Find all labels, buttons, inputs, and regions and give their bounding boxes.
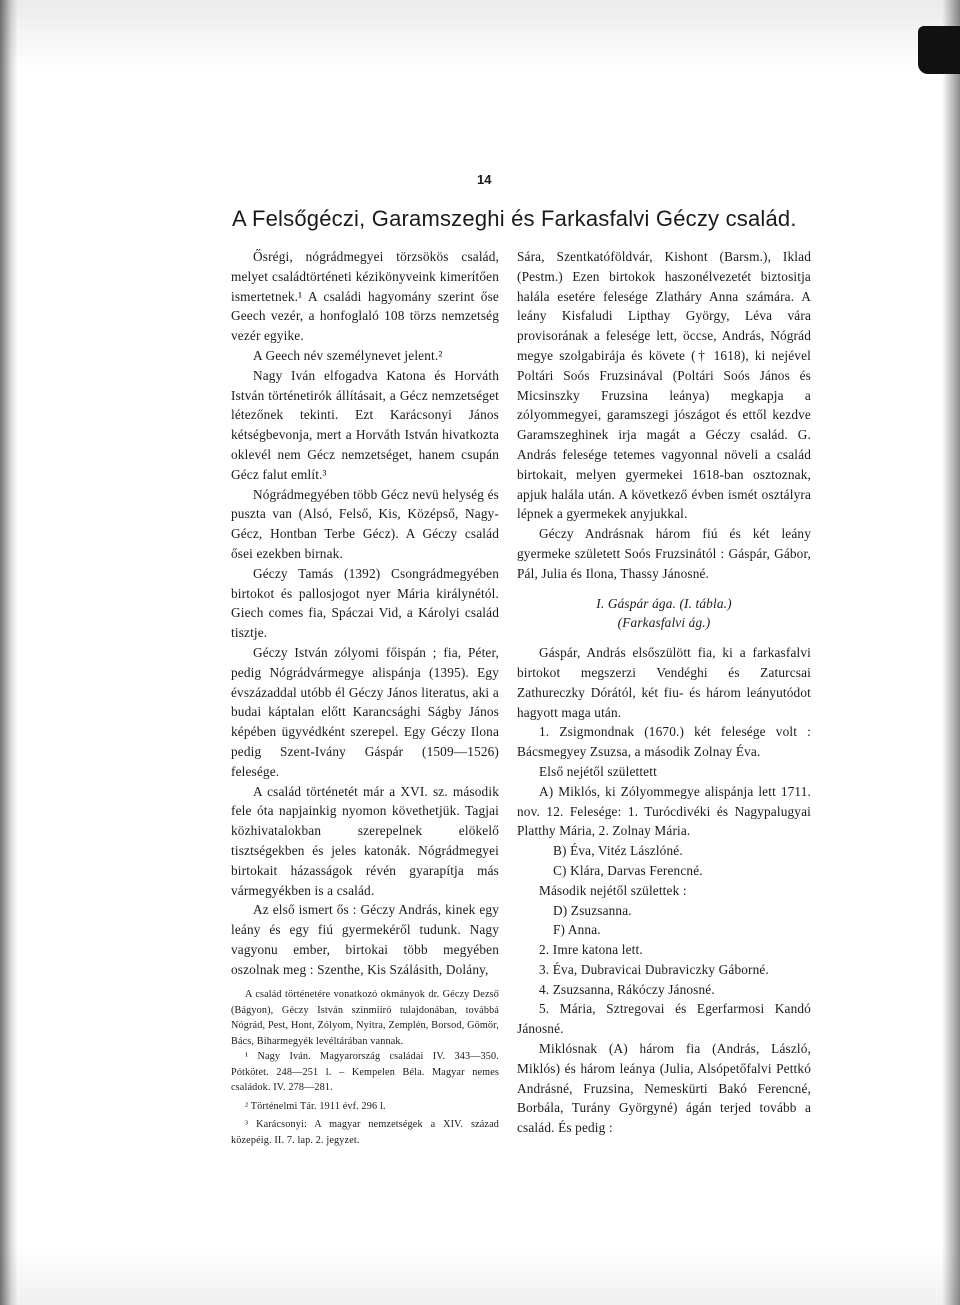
paragraph: 2. Imre katona lett. xyxy=(539,942,643,958)
page-number: 14 xyxy=(477,172,492,187)
paragraph: A) Miklós, ki Zólyommegye alispánja lett 1711. nov. 12. Felesége: 1. Turócdivéki és Nagypalugyai Platthy Mária, 2. Zolnay Mária. xyxy=(517,783,811,839)
paragraph: I. Gáspár ága. (I. tábla.) xyxy=(596,595,732,611)
scan-shadow-right xyxy=(942,0,960,1305)
scan-shadow-left xyxy=(0,0,18,1305)
footnote: ³ Karácsonyi: A magyar nemzetségek a XIV. század közepéig. II. 7. lap. 2. jegyzet. xyxy=(231,1119,499,1146)
footnotes xyxy=(231,987,499,1148)
paragraph: Az első ismert ős : Géczy András, kinek egy leány és egy fiú gyermekéről tudunk. Nagy vagyonu ember, birtokai több megyében oszolnak meg : Szenthe, Kis Szálásith, Dolány, xyxy=(231,902,499,977)
paragraph: 3. Éva, Dubravicai Dubraviczky Gáborné. xyxy=(539,961,769,977)
scan-corner-mark xyxy=(918,26,960,74)
footnote: A család történetére vonatkozó okmányok dr. Géczy Dezső (Bágyon), Géczy István szinmiiró tulajdonában, továbbá Nógrád, Pest, Hont, Zólyom, Nyitra, Zemplén, Borsod, Gömör, Bács, Biharmegyék levéltárában vannak. xyxy=(231,989,499,1047)
left-paragraphs xyxy=(231,247,499,979)
paragraph: Nagy Iván elfogadva Katona és Horváth István történetirók állításait, a Gécz nemzetséget létezőnek tekinti. Ezt Karácsonyi János kétségbevonja, mert a Horváth István hivatkozta oklevél nem Gécz nemzetséget, hanem csupán Gécz falut említ.³ xyxy=(231,367,499,482)
footnote: ¹ Nagy Iván. Magyarország családai IV. 343—350. Pótkötet. 248—251 l. – Kempelen Béla. Magyar nemes családok. IV. 278—281. xyxy=(231,1051,499,1094)
paragraph: 1. Zsigmondnak (1670.) két felesége volt : Bácsmegyey Zsuzsa, a második Zolnay Éva. xyxy=(517,724,811,760)
paragraph: (Farkasfalvi ág.) xyxy=(617,615,711,631)
paragraph: A család történetét már a XVI. sz. második fele óta napjainkig nyomon követhetjük. Tagjai közhivatalokban szerepelnek elökelő tisztségekben és jeles katonák. Nógrádmegyei birtokait házasságok révén gyarapítja más vármegyékben is a család. xyxy=(231,783,499,898)
paragraph: B) Éva, Vitéz Lászlóné. xyxy=(553,843,683,859)
scan-shadow-top xyxy=(0,0,960,70)
paragraph: Gáspár, András elsőszülött fia, ki a farkasfalvi birtokot megszerzi Vendéghi és Zaturcsai Zathureczky Dórától, két fiu- és három leányutódot hagyott maga után. xyxy=(517,645,811,720)
footnote: ² Történelmi Tár. 1911 évf. 296 l. xyxy=(245,1100,386,1112)
page-title: A Felsőgéczi, Garamszeghi és Farkasfalvi Géczy család. xyxy=(232,206,797,231)
paragraph: Ősrégi, nógrádmegyei törzsökös család, melyet családtörténeti kézikönyveink kimerítően ismertetnek.¹ A családi hagyomány szerint őse Geech vezér, a honfoglaló 108 törzs nemzetség vezér egyike. xyxy=(231,249,499,344)
paragraph: 5. Mária, Sztregovai és Egerfarmosi Kandó Jánosné. xyxy=(517,1001,811,1037)
paragraph: Nógrádmegyében több Gécz nevü helység és puszta van (Alsó, Felső, Kis, Középső, Nagy-Gécz, Hontban Terbe Gécz). A Géczy család ősei ezekben birnak. xyxy=(231,486,499,561)
paragraph: C) Klára, Darvas Ferencné. xyxy=(553,862,703,878)
paragraph: Sára, Szentkatóföldvár, Kishont (Barsm.), Iklad (Pestm.) Ezen birtokok haszonélvezetét biztositja halála esetére felesége Zlatháry Anna számára. A leány Kisfaludi Lipthay György, Léva vára provisorának a felesége lett, öccse, András, Nógrád megye szolgabirája és követe († 1618), ki nejével Poltári Soós Fruzsinával (Poltári Soós János és Micsinszky Fruzsina leánya) megkapja a zólyommegyei, garamszegi jószágot és ettől kezdve Garamszeghinek irja magát a Géczy család. G. András felesége tetemes vagyonnal növeli a család birtokait, melyen gyermekei 1618-ban osztoznak, apjuk halála után. A következő évben ismét osztályra lépnek a gyermekek anyjukkal. xyxy=(517,249,811,522)
right-column xyxy=(517,247,811,1138)
paragraph: Második nejétől születtek : xyxy=(539,882,687,898)
paragraph: D) Zsuzsanna. xyxy=(553,902,632,918)
scan-shadow-bottom xyxy=(0,1245,960,1305)
paragraph: F) Anna. xyxy=(553,922,601,938)
paragraph: Géczy Andrásnak három fiú és két leány gyermeke született Soós Fruzsinától : Gáspár, Gábor, Pál, Julia és Ilona, Thassy Jánosné. xyxy=(517,526,811,581)
paragraph: Géczy Tamás (1392) Csongrádmegyében birtokot és pallosjogot nyer Mária királynétól. Giech comes fia, Spáczai Vid, a Károlyi család tisztje. xyxy=(231,565,499,641)
paragraph: Miklósnak (A) három fia (András, László, Miklós) és három leánya (Julia, Alsópetőfalvi Pettkó Andrásné, Fruzsina, Nemeskürti Bakó Ferencné, Borbála, Turány Györgyné) ágán terjed tovább a család. És pedig : xyxy=(517,1041,811,1136)
paragraph: 4. Zsuzsanna, Rákóczy Jánosné. xyxy=(539,981,715,997)
left-column xyxy=(231,247,499,1148)
paragraph: Géczy István zólyomi főispán ; fia, Péter, pedig Nógrádvármegye alispánja (1395). Egy évszázaddal utóbb él Géczy János literatus, aki a budai káptalan előtt Karancsághi Ságby János képében ügyvédként szerepel. Egy Géczy Ilona pedig Szent-Ivány Gáspár (1509—1526) felesége. xyxy=(231,644,499,779)
paragraph: Első nejétől születtett xyxy=(539,763,657,779)
paragraph: A Geech név személynevet jelent.² xyxy=(253,347,443,363)
